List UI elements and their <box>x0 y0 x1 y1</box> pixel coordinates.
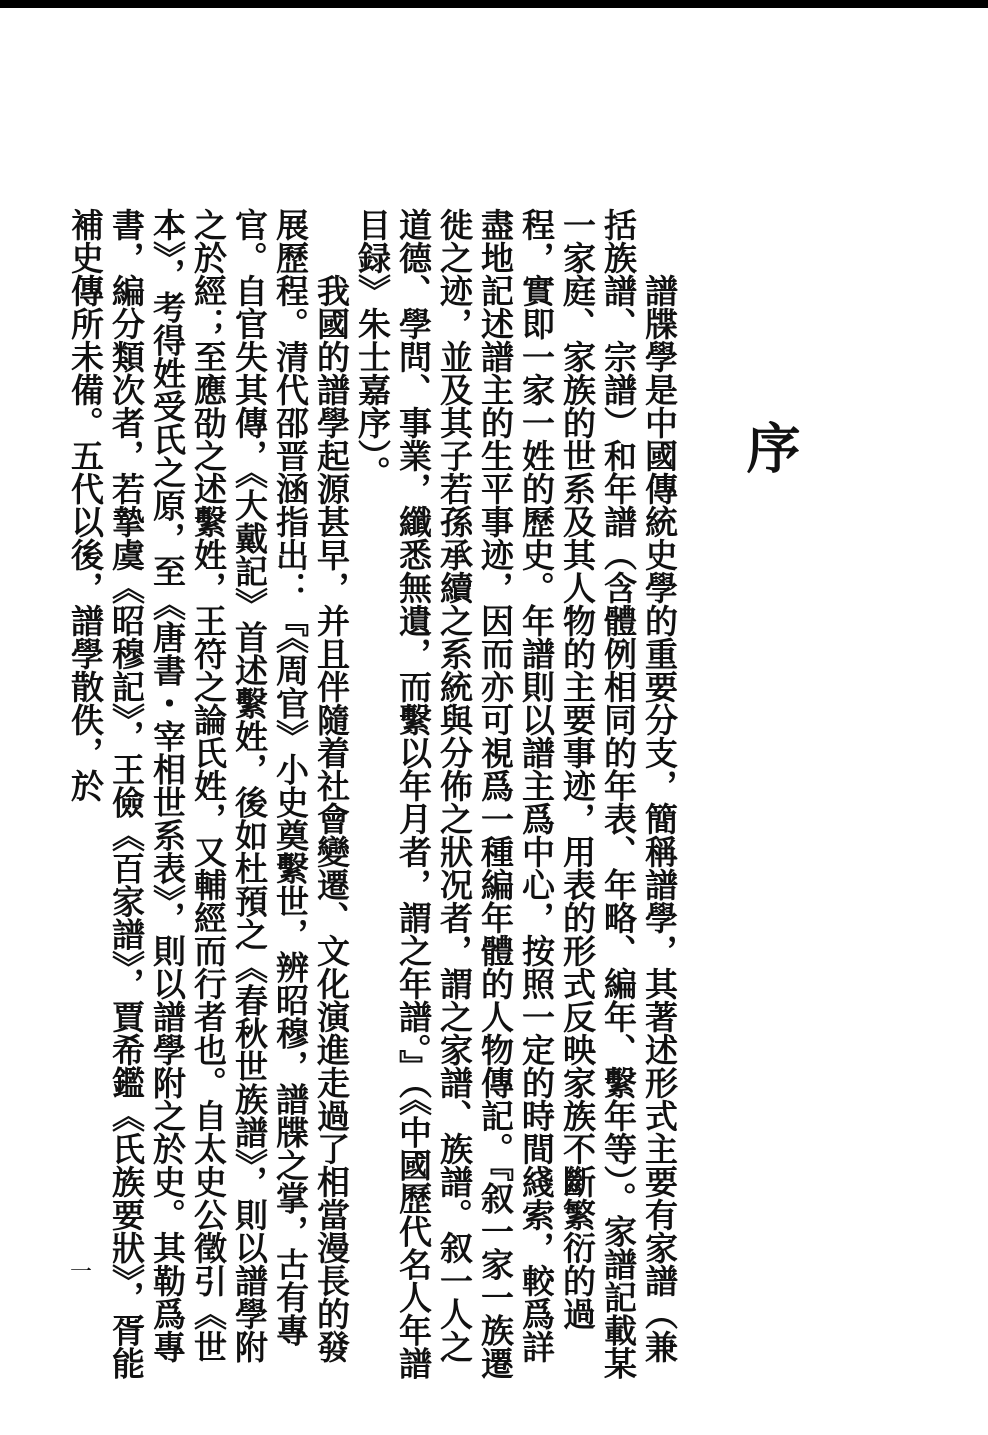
page-title: 序 <box>738 420 802 474</box>
top-border-rule <box>0 0 988 8</box>
paragraph-2: 我國的譜學起源甚早，并且伴隨着社會變遷、文化演進走過了相當漫長的發展歷程。清代邵晋涵指出：『《周官》小史奠繫世，辨昭穆，譜牒之掌，古有專官。自官失其傳，《大戴記》首述繫姓，後如杜預之《春秋世族譜》，則以譜學附之於經；至應劭之述繫姓，王符之論氏姓，又輔經而行者也。自太史公徵引《世本》，考得姓受氏之原，至《唐書・宰相世系表》，則以譜學附之於史。其勒爲專書，編分類次者，若摯虞《昭穆記》，王儉《百家譜》，賈希鑑《氏族要狀》，胥能補史傳所未備。五代以後，譜學散佚，於 <box>66 208 351 1380</box>
page-number: 一 <box>70 1260 93 1285</box>
paragraph-1: 譜牒學是中國傳統史學的重要分支，簡稱譜學，其著述形式主要有家譜（兼括族譜、宗譜）和年譜（含體例相同的年表、年略、編年、繫年等）。家譜記載某一家庭、家族的世系及其人物的主要事迹，用表的形式反映家族不斷繁衍的過程，實即一家一姓的歷史。年譜則以譜主爲中心，按照一定的時間綫索，較爲詳盡地記述譜主的生平事迹，因而亦可視爲一種編年體的人物傳記。『叙一家一族遷徙之迹，並及其子若孫承續之系統與分佈之狀况者，謂之家譜、族譜。叙一人之道德、學問、事業，纖悉無遺，而繫以年月者，謂之年譜。』（《中國歷代名人年譜目録》朱士嘉序）。 <box>353 208 679 1380</box>
body-text <box>66 208 680 1388</box>
